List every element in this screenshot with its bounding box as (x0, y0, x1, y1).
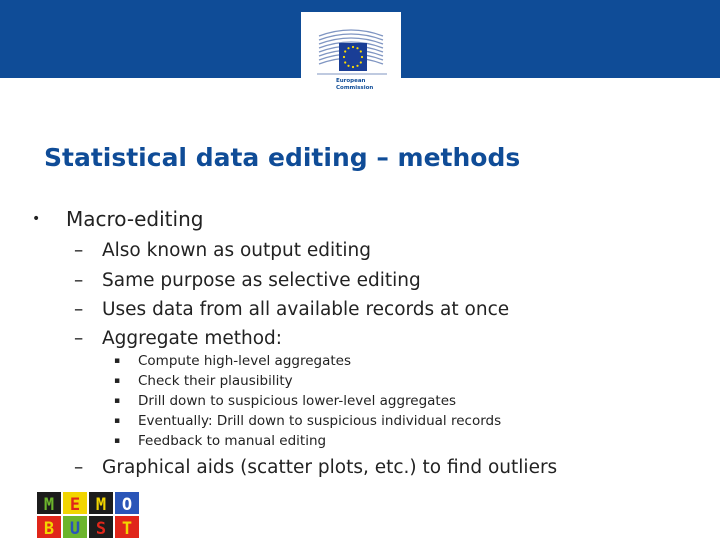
sub-sub-bullet-text: Drill down to suspicious lower-level aggregates (138, 393, 457, 409)
sub-bullet-text: Uses data from all available records at once (102, 299, 510, 320)
sub-bullet-text: Aggregate method: (102, 328, 282, 349)
european-commission-logo (301, 12, 401, 104)
sub-sub-bullet-2 (114, 373, 293, 389)
sub-bullet-text: Also known as output editing (102, 240, 372, 261)
bullet-macro-editing (30, 207, 203, 231)
sub-sub-bullet-4 (114, 413, 501, 429)
sub-sub-bullet-1 (114, 353, 351, 369)
commission-building-icon (309, 16, 393, 78)
memobust-letter-e: E (69, 495, 81, 515)
sub-bullet-text: Graphical aids (scatter plots, etc.) to find outliers (102, 457, 558, 478)
memobust-logo (36, 491, 140, 539)
bullet-text: Macro-editing (66, 207, 204, 231)
sub-sub-bullet-text: Check their plausibility (138, 373, 293, 389)
sub-sub-bullet-text: Eventually: Drill down to suspicious individual records (138, 413, 502, 429)
sub-bullet-3 (74, 299, 509, 320)
logo-caption-line2: Commission (336, 85, 374, 91)
sub-bullet-1 (74, 240, 371, 261)
sub-sub-bullet-5 (114, 433, 326, 449)
sub-bullet-5 (74, 457, 557, 478)
sub-bullet-text: Same purpose as selective editing (102, 270, 421, 291)
memobust-letter-b: B (43, 519, 55, 539)
square-bullet-icon: ▪ (114, 436, 121, 446)
slide-title: Statistical data editing – methods (44, 143, 521, 172)
sub-sub-bullet-3 (114, 393, 456, 409)
memobust-letter-s: S (95, 519, 107, 539)
square-bullet-icon: ▪ (114, 376, 121, 386)
memobust-letter-m1: M (43, 495, 55, 515)
dash-icon: – (74, 240, 84, 261)
sub-sub-bullet-text: Feedback to manual editing (138, 433, 327, 449)
square-bullet-icon: ▪ (114, 396, 121, 406)
memobust-letter-t: T (121, 519, 133, 539)
memobust-letter-o: O (121, 495, 133, 515)
bullet-icon: • (32, 211, 41, 227)
logo-caption-line1: European (336, 78, 366, 84)
square-bullet-icon: ▪ (114, 416, 121, 426)
sub-bullet-2 (74, 270, 421, 291)
logo-caption (336, 78, 396, 92)
dash-icon: – (74, 328, 84, 349)
dash-icon: – (74, 299, 84, 320)
memobust-letter-u: U (69, 519, 81, 539)
square-bullet-icon: ▪ (114, 356, 121, 366)
dash-icon: – (74, 457, 84, 478)
memobust-letter-m2: M (95, 495, 107, 515)
sub-bullet-4 (74, 328, 282, 349)
dash-icon: – (74, 270, 84, 291)
sub-sub-bullet-text: Compute high-level aggregates (138, 353, 351, 369)
